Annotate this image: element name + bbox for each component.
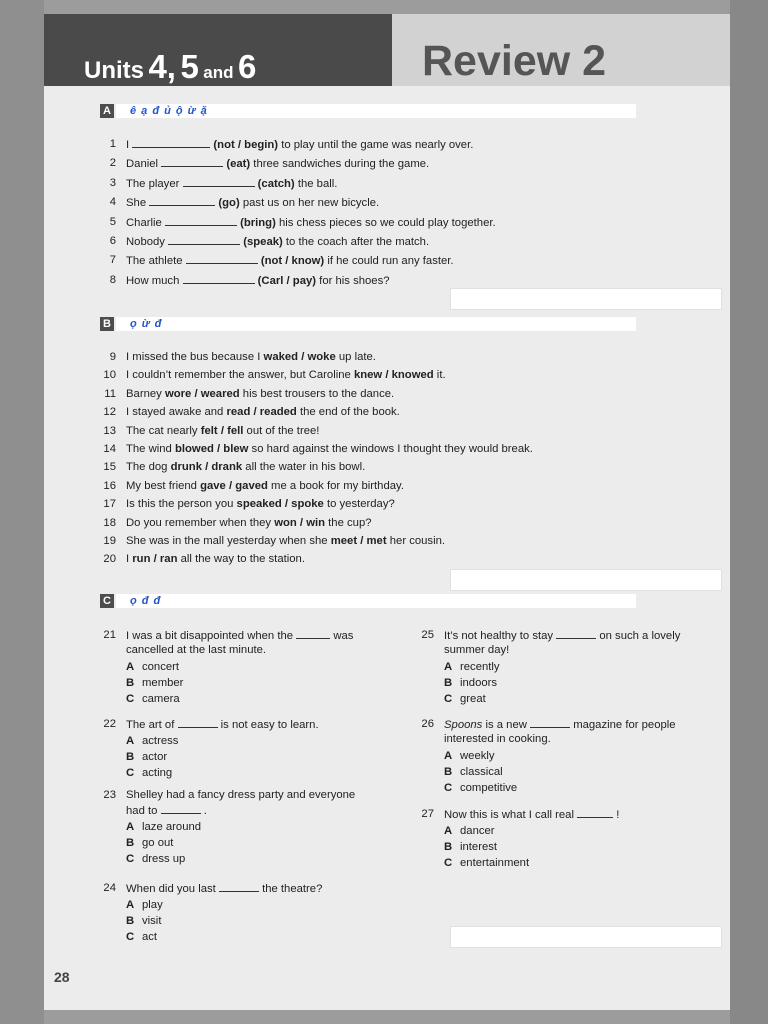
- answer-blank[interactable]: [183, 273, 255, 284]
- answer-option[interactable]: [444, 765, 503, 780]
- answer-option[interactable]: [126, 750, 167, 765]
- item-number: 9: [109, 351, 116, 363]
- verb-prompt: (eat): [226, 158, 251, 171]
- answer-option[interactable]: [126, 898, 163, 913]
- item-number: 13: [103, 424, 116, 437]
- item-number: 3: [109, 176, 116, 189]
- and-word: and: [203, 63, 234, 82]
- option-text: entertainment: [460, 857, 530, 869]
- option-letter: C: [126, 931, 135, 943]
- answer-option[interactable]: [444, 856, 529, 871]
- question-number: 21: [103, 629, 116, 641]
- section-b-label: B: [100, 317, 114, 331]
- item-number: 19: [103, 535, 116, 547]
- question-line: Shelley had a fancy dress party and everyone: [126, 789, 356, 801]
- answer-option[interactable]: [444, 692, 486, 707]
- answer-box-c[interactable]: [450, 926, 722, 948]
- question-line: I was a bit disappointed when the was: [126, 630, 354, 642]
- answer-option[interactable]: [444, 749, 495, 764]
- option-text: indoors: [460, 677, 498, 689]
- answer-option[interactable]: [444, 840, 497, 855]
- option-letter: C: [126, 853, 135, 865]
- answer-option[interactable]: [126, 836, 173, 851]
- workbook-page: [44, 14, 730, 1010]
- item-number: 5: [109, 215, 116, 228]
- units-title: [84, 50, 256, 83]
- section-a-title: ê ạ đ ủ ộ ừ ặ: [130, 105, 208, 117]
- item-text: She (go) past us on her new bicycle.: [126, 197, 380, 210]
- item-number: 14: [103, 443, 116, 455]
- verb-prompt: (not / begin): [213, 139, 279, 151]
- item-number: 12: [103, 406, 116, 419]
- section-b-strip: [116, 317, 636, 331]
- option-text: weekly: [460, 750, 495, 762]
- answer-blank[interactable]: [161, 156, 223, 167]
- option-letter: A: [126, 735, 135, 747]
- verb-prompt: (bring): [240, 216, 276, 229]
- option-text: classical: [460, 766, 503, 778]
- option-letter: C: [444, 857, 453, 869]
- option-letter: B: [126, 915, 135, 927]
- verb-choice[interactable]: knew / knowed: [353, 369, 434, 382]
- question-line: had to .: [126, 805, 207, 817]
- answer-option[interactable]: [126, 766, 172, 781]
- item-number: 17: [103, 498, 116, 511]
- question-number: 26: [421, 718, 434, 730]
- option-text: concert: [142, 661, 180, 673]
- option-letter: A: [444, 661, 453, 673]
- answer-option[interactable]: [126, 660, 179, 675]
- item-number: 16: [103, 479, 116, 492]
- verb-choice[interactable]: drunk / drank: [170, 461, 243, 474]
- item-text: The player (catch) the ball.: [126, 177, 338, 190]
- unit-b: 5: [180, 48, 199, 85]
- item-number: 11: [104, 387, 116, 400]
- question-number: 23: [103, 789, 116, 801]
- option-text: act: [142, 931, 158, 943]
- option-text: dress up: [142, 853, 186, 865]
- option-text: play: [142, 899, 163, 911]
- scan-margin-left: [0, 0, 44, 1024]
- item-text: Barney wore / weared his best trousers to the dance.: [126, 387, 395, 400]
- item-text: The dog drunk / drank all the water in his bowl.: [126, 461, 366, 474]
- answer-blank[interactable]: [296, 628, 330, 639]
- item-text: The wind blowed / blew so hard against the windows I thought they would break.: [126, 443, 533, 455]
- item-text: I run / ran all the way to the station.: [126, 553, 305, 566]
- option-text: recently: [460, 661, 500, 673]
- item-text: The athlete (not / know) if he could run any faster.: [126, 255, 454, 268]
- page-number: 28: [54, 969, 70, 985]
- option-letter: B: [444, 677, 453, 689]
- section-b-title: ọ ừ đ: [130, 318, 163, 330]
- magazine-title: Spoons: [444, 719, 483, 731]
- verb-choice[interactable]: meet / met: [330, 535, 387, 547]
- question-line: It’s not healthy to stay on such a lovely: [444, 630, 681, 642]
- answer-option[interactable]: [126, 692, 180, 707]
- verb-choice[interactable]: gave / gaved: [200, 479, 268, 492]
- scan-margin-right: [730, 0, 768, 1024]
- item-number: 20: [103, 553, 116, 566]
- answer-blank[interactable]: [132, 137, 210, 148]
- unit-c: 6: [237, 48, 257, 85]
- item-number: 10: [103, 369, 116, 382]
- answer-blank[interactable]: [219, 881, 259, 892]
- answer-option[interactable]: [126, 820, 201, 835]
- item-number: 18: [103, 516, 116, 529]
- answer-option[interactable]: [126, 676, 183, 691]
- answer-blank[interactable]: [186, 253, 258, 264]
- answer-option[interactable]: [126, 852, 185, 867]
- item-text: I couldn’t remember the answer, but Caroline knew / knowed it.: [126, 369, 446, 382]
- question-number: 27: [421, 808, 434, 820]
- option-letter: B: [444, 766, 453, 778]
- verb-choice[interactable]: won / win: [274, 516, 326, 529]
- option-letter: C: [444, 782, 453, 794]
- option-letter: B: [444, 841, 453, 853]
- item-text: Nobody (speak) to the coach after the match.: [126, 236, 430, 248]
- question-line: interested in cooking.: [444, 733, 551, 745]
- units-word: Units: [84, 57, 144, 84]
- option-text: actress: [142, 735, 179, 747]
- question-line: summer day!: [444, 644, 510, 656]
- question-line: Spoons is a new magazine for people: [444, 719, 676, 731]
- item-number: 1: [109, 138, 116, 150]
- answer-blank[interactable]: [161, 803, 201, 814]
- section-c-label: C: [100, 594, 114, 608]
- option-letter: C: [126, 693, 135, 705]
- answer-blank[interactable]: [149, 195, 215, 206]
- verb-choice[interactable]: run / ran: [132, 553, 178, 566]
- verb-choice[interactable]: felt / fell: [200, 424, 244, 437]
- item-number: 7: [109, 254, 116, 267]
- option-letter: A: [444, 750, 453, 762]
- section-a-label: A: [100, 104, 114, 118]
- item-text: My best friend gave / gaved me a book for my birthday.: [126, 479, 404, 492]
- answer-blank[interactable]: [178, 717, 218, 728]
- item-text: Daniel (eat) three sandwiches during the game.: [126, 158, 430, 171]
- option-text: camera: [142, 693, 180, 705]
- question-line: When did you last the theatre?: [126, 883, 323, 895]
- verb-prompt: (Carl / pay): [257, 274, 317, 287]
- answer-box-a[interactable]: [450, 288, 722, 310]
- item-text: I stayed awake and read / readed the end of the book.: [126, 406, 400, 419]
- question-line: The art of is not easy to learn.: [126, 719, 319, 731]
- option-letter: A: [444, 825, 453, 837]
- option-text: actor: [142, 751, 168, 763]
- answer-blank[interactable]: [530, 717, 570, 728]
- answer-blank[interactable]: [168, 234, 240, 245]
- option-letter: A: [126, 821, 135, 833]
- section-c-title: ọ đ đ: [130, 595, 162, 607]
- answer-option[interactable]: [444, 824, 495, 839]
- item-number: 8: [109, 273, 116, 286]
- answer-option[interactable]: [126, 734, 178, 749]
- question-number: 25: [421, 629, 434, 641]
- option-text: dancer: [460, 825, 495, 837]
- option-letter: C: [444, 693, 453, 705]
- option-letter: B: [126, 677, 135, 689]
- answer-blank[interactable]: [556, 628, 596, 639]
- question-line: Now this is what I call real !: [444, 809, 620, 821]
- verb-choice[interactable]: read / readed: [226, 406, 297, 419]
- verb-prompt: (speak): [243, 236, 283, 248]
- answer-box-b[interactable]: [450, 569, 722, 591]
- answer-option[interactable]: [126, 930, 157, 945]
- verb-choice[interactable]: speaked / spoke: [236, 498, 324, 511]
- option-text: laze around: [142, 821, 202, 833]
- section-c-strip: [116, 594, 636, 608]
- verb-prompt: (catch): [257, 177, 295, 190]
- option-text: member: [142, 677, 184, 689]
- question-number: 22: [103, 718, 116, 730]
- verb-prompt: (go): [218, 197, 240, 210]
- item-text: The cat nearly felt / fell out of the tree!: [126, 424, 320, 437]
- answer-blank[interactable]: [165, 215, 237, 226]
- option-text: competitive: [460, 782, 518, 794]
- item-text: How much (Carl / pay) for his shoes?: [126, 274, 390, 287]
- answer-option[interactable]: [444, 660, 500, 675]
- verb-choice[interactable]: wore / weared: [164, 387, 240, 400]
- verb-choice[interactable]: waked / woke: [263, 351, 336, 363]
- verb-choice[interactable]: blowed / blew: [174, 443, 249, 455]
- option-letter: A: [126, 661, 135, 673]
- option-letter: C: [126, 767, 135, 779]
- answer-option[interactable]: [444, 781, 517, 796]
- item-number: 2: [109, 157, 116, 170]
- option-text: great: [460, 693, 486, 705]
- item-text: Is this the person you speaked / spoke to yesterday?: [126, 498, 395, 511]
- verb-prompt: (not / know): [260, 255, 325, 268]
- option-letter: A: [126, 899, 135, 911]
- item-text: Do you remember when they won / win the cup?: [126, 516, 372, 529]
- answer-blank[interactable]: [577, 807, 613, 818]
- question-line: cancelled at the last minute.: [126, 644, 267, 656]
- option-text: visit: [142, 915, 162, 927]
- item-number: 6: [109, 235, 116, 247]
- option-text: go out: [142, 837, 174, 849]
- review-title: Review 2: [422, 37, 607, 85]
- option-letter: B: [126, 837, 135, 849]
- answer-blank[interactable]: [183, 176, 255, 187]
- item-number: 4: [109, 196, 116, 209]
- item-text: I (not / begin) to play until the game was nearly over.: [126, 139, 474, 151]
- option-text: interest: [460, 841, 498, 853]
- option-text: acting: [142, 767, 173, 779]
- option-letter: B: [126, 751, 135, 763]
- item-text: Charlie (bring) his chess pieces so we could play together.: [126, 216, 496, 229]
- question-number: 24: [103, 882, 116, 894]
- unit-a: 4,: [148, 48, 176, 85]
- answer-option[interactable]: [444, 676, 497, 691]
- item-number: 15: [103, 461, 116, 474]
- answer-option[interactable]: [126, 914, 161, 929]
- item-text: I missed the bus because I waked / woke up late.: [126, 351, 376, 363]
- item-text: She was in the mall yesterday when she meet / met her cousin.: [126, 535, 446, 547]
